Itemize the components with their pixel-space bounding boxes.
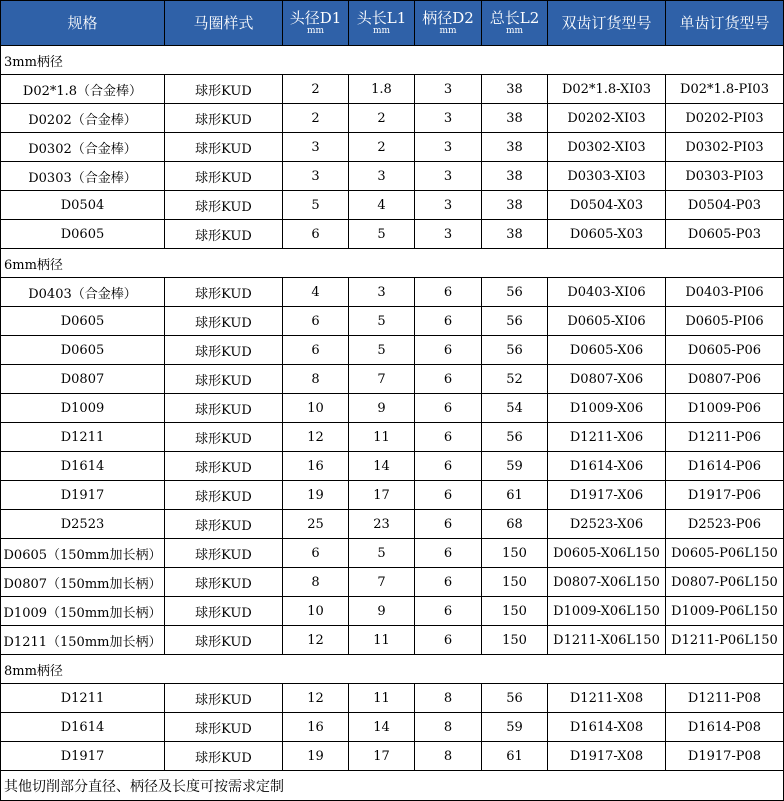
cell-double-tooth-order-no: D0605-X03 [548,220,666,249]
table-row [1,539,784,568]
cell-head-diameter-d1: 12 [283,684,349,713]
cell-head-diameter-d1: 12 [283,626,349,655]
cell-shank-diameter-d2: 6 [415,365,482,394]
cell-total-length-l2: 56 [482,684,548,713]
cell-shank-diameter-d2: 8 [415,684,482,713]
cell-shank-diameter-d2: 8 [415,742,482,771]
header-row [1,1,784,46]
cell-head-diameter-d1: 12 [283,423,349,452]
cell-spec: D1009 [1,394,165,423]
cell-total-length-l2: 59 [482,452,548,481]
cell-head-length-l1: 5 [349,539,415,568]
cell-single-tooth-order-no: D02*1.8-PI03 [666,75,784,104]
cell-total-length-l2: 150 [482,539,548,568]
header-label: 规格 [67,13,98,32]
cell-head-length-l1: 23 [349,510,415,539]
cell-single-tooth-order-no: D1917-P08 [666,742,784,771]
cell-head-length-l1: 5 [349,220,415,249]
cell-spec: D1917 [1,481,165,510]
header-label: 总长L2 [489,8,540,27]
table-body [1,46,784,801]
cell-spec: D1211 [1,684,165,713]
cell-single-tooth-order-no: D2523-P06 [666,510,784,539]
cell-head-diameter-d1: 2 [283,75,349,104]
cell-double-tooth-order-no: D0403-XI06 [548,278,666,307]
cell-double-tooth-order-no: D1009-X06L150 [548,597,666,626]
cell-head-diameter-d1: 19 [283,481,349,510]
cell-collar-style: 球形KUD [165,336,283,365]
cell-spec: D1614 [1,713,165,742]
cell-spec: D0807（150mm加长柄） [1,568,165,597]
table-row [1,510,784,539]
cell-spec: D2523 [1,510,165,539]
cell-collar-style: 球形KUD [165,191,283,220]
cell-spec: D0202（合金棒） [1,104,165,133]
cell-total-length-l2: 56 [482,336,548,365]
header-label: 柄径D2 [422,8,474,27]
cell-collar-style: 球形KUD [165,75,283,104]
cell-head-length-l1: 3 [349,278,415,307]
cell-collar-style: 球形KUD [165,626,283,655]
cell-single-tooth-order-no: D0605-PI06 [666,307,784,336]
cell-double-tooth-order-no: D0202-XI03 [548,104,666,133]
cell-collar-style: 球形KUD [165,452,283,481]
cell-head-length-l1: 7 [349,568,415,597]
cell-collar-style: 球形KUD [165,394,283,423]
cell-single-tooth-order-no: D1917-P06 [666,481,784,510]
cell-collar-style: 球形KUD [165,713,283,742]
cell-single-tooth-order-no: D0403-PI06 [666,278,784,307]
cell-double-tooth-order-no: D02*1.8-XI03 [548,75,666,104]
cell-shank-diameter-d2: 3 [415,75,482,104]
table-row [1,394,784,423]
header-head-length-l1 [349,1,415,46]
cell-total-length-l2: 150 [482,626,548,655]
cell-shank-diameter-d2: 6 [415,481,482,510]
table-row [1,626,784,655]
header-label: 马圈样式 [193,13,254,32]
cell-double-tooth-order-no: D1009-X06 [548,394,666,423]
cell-total-length-l2: 38 [482,133,548,162]
cell-head-length-l1: 9 [349,394,415,423]
cell-single-tooth-order-no: D0202-PI03 [666,104,784,133]
cell-shank-diameter-d2: 3 [415,162,482,191]
cell-shank-diameter-d2: 6 [415,539,482,568]
cell-collar-style: 球形KUD [165,568,283,597]
cell-head-length-l1: 2 [349,133,415,162]
header-collar-style [165,1,283,46]
cell-double-tooth-order-no: D0605-XI06 [548,307,666,336]
cell-head-diameter-d1: 3 [283,162,349,191]
footer-note: 其他切削部分直径、柄径及长度可按需求定制 [1,771,784,801]
cell-head-diameter-d1: 5 [283,191,349,220]
cell-collar-style: 球形KUD [165,481,283,510]
table-row [1,597,784,626]
cell-double-tooth-order-no: D0302-XI03 [548,133,666,162]
cell-collar-style: 球形KUD [165,742,283,771]
header-shank-diameter-d2 [415,1,482,46]
cell-total-length-l2: 150 [482,568,548,597]
header-unit: mm [505,26,524,37]
section-header-row [1,46,784,75]
cell-head-length-l1: 14 [349,452,415,481]
cell-shank-diameter-d2: 6 [415,278,482,307]
cell-head-length-l1: 7 [349,365,415,394]
section-title: 6mm柄径 [1,249,784,278]
cell-head-length-l1: 11 [349,684,415,713]
header-head-diameter-d1 [283,1,349,46]
cell-collar-style: 球形KUD [165,684,283,713]
header-label: 头径D1 [289,8,342,27]
cell-shank-diameter-d2: 3 [415,220,482,249]
cell-collar-style: 球形KUD [165,423,283,452]
cell-shank-diameter-d2: 6 [415,626,482,655]
cell-head-diameter-d1: 10 [283,597,349,626]
cell-head-length-l1: 5 [349,336,415,365]
cell-double-tooth-order-no: D1917-X08 [548,742,666,771]
cell-head-length-l1: 17 [349,481,415,510]
cell-total-length-l2: 38 [482,104,548,133]
table-row [1,336,784,365]
cell-head-length-l1: 11 [349,626,415,655]
cell-head-length-l1: 4 [349,191,415,220]
cell-head-length-l1: 2 [349,104,415,133]
table-row [1,684,784,713]
header-label: 双齿订货型号 [561,13,652,32]
cell-double-tooth-order-no: D1614-X06 [548,452,666,481]
cell-double-tooth-order-no: D0605-X06 [548,336,666,365]
cell-single-tooth-order-no: D1009-P06 [666,394,784,423]
cell-collar-style: 球形KUD [165,104,283,133]
table-row [1,481,784,510]
cell-total-length-l2: 61 [482,481,548,510]
cell-head-diameter-d1: 3 [283,133,349,162]
cell-total-length-l2: 59 [482,713,548,742]
cell-collar-style: 球形KUD [165,539,283,568]
cell-single-tooth-order-no: D1614-P08 [666,713,784,742]
cell-collar-style: 球形KUD [165,510,283,539]
cell-spec: D0504 [1,191,165,220]
table-row [1,220,784,249]
cell-single-tooth-order-no: D1211-P08 [666,684,784,713]
cell-spec: D0605（150mm加长柄） [1,539,165,568]
table-row [1,278,784,307]
cell-head-length-l1: 3 [349,162,415,191]
cell-collar-style: 球形KUD [165,597,283,626]
cell-head-diameter-d1: 6 [283,220,349,249]
cell-shank-diameter-d2: 6 [415,394,482,423]
cell-head-diameter-d1: 19 [283,742,349,771]
cell-shank-diameter-d2: 6 [415,307,482,336]
cell-head-diameter-d1: 25 [283,510,349,539]
cell-single-tooth-order-no: D0807-P06 [666,365,784,394]
cell-head-length-l1: 5 [349,307,415,336]
header-unit: mm [439,26,457,37]
table-row [1,365,784,394]
cell-head-diameter-d1: 8 [283,365,349,394]
cell-total-length-l2: 54 [482,394,548,423]
cell-single-tooth-order-no: D0303-PI03 [666,162,784,191]
cell-shank-diameter-d2: 6 [415,452,482,481]
cell-shank-diameter-d2: 3 [415,133,482,162]
cell-spec: D1614 [1,452,165,481]
table-row [1,423,784,452]
cell-double-tooth-order-no: D0303-XI03 [548,162,666,191]
cell-spec: D0303（合金棒） [1,162,165,191]
cell-spec: D1211 [1,423,165,452]
table-row [1,104,784,133]
cell-spec: D0605 [1,307,165,336]
cell-head-diameter-d1: 16 [283,713,349,742]
cell-head-diameter-d1: 2 [283,104,349,133]
cell-total-length-l2: 56 [482,307,548,336]
cell-shank-diameter-d2: 6 [415,423,482,452]
header-unit: mm [372,26,391,37]
cell-total-length-l2: 61 [482,742,548,771]
cell-collar-style: 球形KUD [165,365,283,394]
cell-collar-style: 球形KUD [165,162,283,191]
table-row [1,133,784,162]
cell-collar-style: 球形KUD [165,307,283,336]
cell-spec: D0605 [1,220,165,249]
cell-shank-diameter-d2: 6 [415,510,482,539]
cell-double-tooth-order-no: D1211-X08 [548,684,666,713]
cell-head-diameter-d1: 4 [283,278,349,307]
table-row [1,307,784,336]
cell-single-tooth-order-no: D0504-P03 [666,191,784,220]
cell-total-length-l2: 150 [482,597,548,626]
cell-single-tooth-order-no: D1211-P06 [666,423,784,452]
cell-single-tooth-order-no: D1614-P06 [666,452,784,481]
cell-head-length-l1: 17 [349,742,415,771]
cell-head-length-l1: 1.8 [349,75,415,104]
cell-total-length-l2: 38 [482,220,548,249]
cell-shank-diameter-d2: 8 [415,713,482,742]
cell-collar-style: 球形KUD [165,220,283,249]
cell-double-tooth-order-no: D0807-X06 [548,365,666,394]
cell-double-tooth-order-no: D0807-X06L150 [548,568,666,597]
section-title: 8mm柄径 [1,655,784,684]
cell-total-length-l2: 56 [482,423,548,452]
header-single-tooth-order-no [666,1,784,46]
table-row [1,162,784,191]
cell-head-length-l1: 14 [349,713,415,742]
section-header-row [1,249,784,278]
table-row [1,452,784,481]
table-row [1,713,784,742]
cell-collar-style: 球形KUD [165,278,283,307]
cell-total-length-l2: 52 [482,365,548,394]
cell-head-diameter-d1: 10 [283,394,349,423]
cell-spec: D0302（合金棒） [1,133,165,162]
table-row [1,742,784,771]
cell-head-diameter-d1: 6 [283,539,349,568]
header-double-tooth-order-no [548,1,666,46]
table-row [1,568,784,597]
cell-spec: D02*1.8（合金棒） [1,75,165,104]
cell-total-length-l2: 68 [482,510,548,539]
section-title: 3mm柄径 [1,46,784,75]
header-label: 单齿订货型号 [679,13,770,32]
cell-shank-diameter-d2: 6 [415,568,482,597]
cell-single-tooth-order-no: D0605-P03 [666,220,784,249]
table-row [1,75,784,104]
cell-spec: D0403（合金棒） [1,278,165,307]
cell-single-tooth-order-no: D1211-P06L150 [666,626,784,655]
cell-single-tooth-order-no: D0605-P06 [666,336,784,365]
cell-total-length-l2: 38 [482,162,548,191]
cell-shank-diameter-d2: 6 [415,336,482,365]
cell-head-diameter-d1: 6 [283,307,349,336]
cell-double-tooth-order-no: D0504-X03 [548,191,666,220]
cell-collar-style: 球形KUD [165,133,283,162]
cell-head-length-l1: 9 [349,597,415,626]
cell-spec: D0807 [1,365,165,394]
header-unit: mm [306,26,325,37]
cell-double-tooth-order-no: D2523-X06 [548,510,666,539]
cell-single-tooth-order-no: D1009-P06L150 [666,597,784,626]
cell-double-tooth-order-no: D1614-X08 [548,713,666,742]
footer-note-row [1,771,784,801]
cell-spec: D1917 [1,742,165,771]
cell-spec: D1211（150mm加长柄） [1,626,165,655]
section-header-row [1,655,784,684]
cell-single-tooth-order-no: D0302-PI03 [666,133,784,162]
header-label: 头长L1 [356,8,407,27]
cell-head-length-l1: 11 [349,423,415,452]
cell-spec: D1009（150mm加长柄） [1,597,165,626]
cell-spec: D0605 [1,336,165,365]
header-spec [1,1,165,46]
cell-total-length-l2: 56 [482,278,548,307]
cell-single-tooth-order-no: D0605-P06L150 [666,539,784,568]
cell-total-length-l2: 38 [482,191,548,220]
cell-head-diameter-d1: 16 [283,452,349,481]
cell-double-tooth-order-no: D1211-X06 [548,423,666,452]
cell-shank-diameter-d2: 6 [415,597,482,626]
cell-shank-diameter-d2: 3 [415,191,482,220]
cell-head-diameter-d1: 8 [283,568,349,597]
cell-double-tooth-order-no: D1917-X06 [548,481,666,510]
table-header [1,1,784,46]
cell-shank-diameter-d2: 3 [415,104,482,133]
cell-head-diameter-d1: 6 [283,336,349,365]
cell-double-tooth-order-no: D1211-X06L150 [548,626,666,655]
header-total-length-l2 [482,1,548,46]
cell-double-tooth-order-no: D0605-X06L150 [548,539,666,568]
table-row [1,191,784,220]
cell-total-length-l2: 38 [482,75,548,104]
cell-single-tooth-order-no: D0807-P06L150 [666,568,784,597]
